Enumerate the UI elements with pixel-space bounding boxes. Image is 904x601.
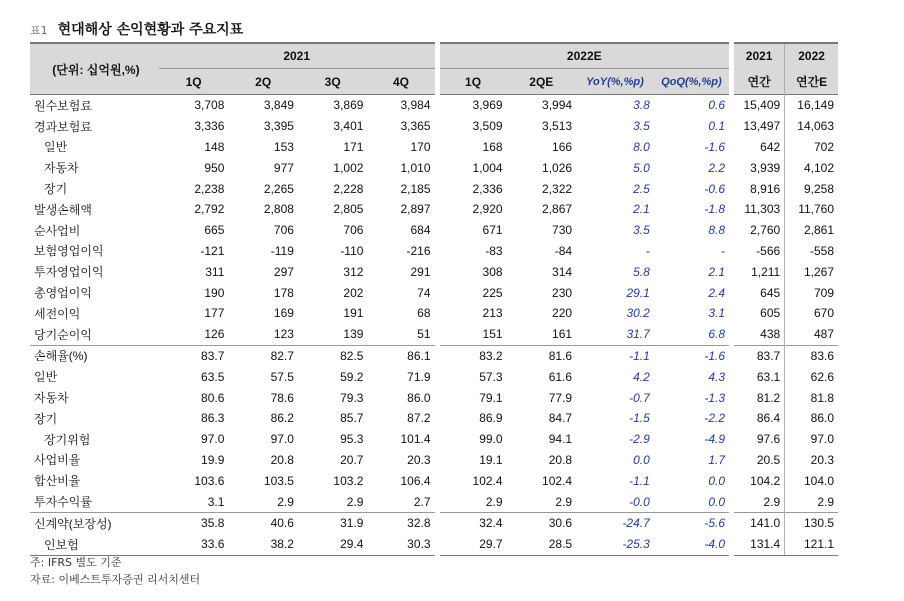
table-cell: 2,808 — [263, 202, 294, 217]
table-cell: 61.6 — [548, 369, 573, 384]
table-cell: 3,401 — [333, 119, 364, 134]
col-header: 3Q — [298, 69, 368, 95]
table-cell: 63.5 — [201, 369, 225, 384]
table-cell: 15,409 — [732, 95, 785, 116]
table-cell: 71.9 — [407, 369, 431, 384]
table-cell: 191 — [343, 306, 364, 321]
row-label: 장기 — [34, 411, 58, 426]
table-cell: -121 — [200, 243, 225, 258]
row-label: 경과보험료 — [34, 119, 92, 134]
table-row — [30, 324, 838, 345]
table-body — [30, 95, 838, 556]
row-label: 장기 — [44, 182, 68, 197]
table-cell: 312 — [343, 264, 364, 279]
table-cell: 86.2 — [270, 411, 294, 426]
table-cell: 103.2 — [333, 473, 364, 488]
table-cell: 3,336 — [194, 119, 225, 134]
table-cell: 32.4 — [437, 512, 507, 533]
year-2021-header: 2021 — [159, 43, 437, 69]
table-cell: 190 — [204, 285, 225, 300]
table-row — [30, 95, 838, 116]
table-cell: 1,010 — [400, 160, 431, 175]
table-cell: 103.5 — [263, 473, 294, 488]
table-cell: 3.1 — [207, 494, 225, 509]
table-cell: 2,185 — [400, 181, 431, 196]
table-cell: 99.0 — [437, 429, 507, 450]
row-label: 총영업이익 — [34, 286, 92, 301]
table-cell: 170 — [410, 139, 431, 154]
table-cell: 103.6 — [194, 473, 225, 488]
table-cell: 57.5 — [270, 369, 294, 384]
table-cell: 3,365 — [400, 119, 431, 134]
table-cell: 14,063 — [785, 116, 838, 137]
table-cell: 605 — [732, 303, 785, 324]
table-cell: 97.0 — [785, 429, 838, 450]
table-cell: 2,867 — [542, 202, 573, 217]
table-cell: 642 — [732, 137, 785, 158]
header-row-years — [30, 43, 838, 69]
table-cell: -4.0 — [654, 534, 732, 555]
table-cell: 20.3 — [407, 452, 431, 467]
qoq-header: QoQ(%,%p) — [654, 69, 732, 95]
table-cell: 33.6 — [159, 534, 229, 555]
table-cell: 30.2 — [626, 306, 650, 321]
col-header: 1Q — [159, 69, 229, 95]
table-cell: 5.0 — [633, 160, 650, 175]
table-row — [30, 345, 838, 366]
table-cell: -0.0 — [629, 494, 650, 509]
table-cell: 57.3 — [437, 366, 507, 387]
table-cell: 97.0 — [270, 432, 294, 447]
row-label: 발생손해액 — [34, 202, 92, 217]
table-row — [30, 261, 838, 282]
table-cell: -84 — [554, 243, 573, 258]
table-cell: 220 — [552, 306, 573, 321]
table-cell: 1,004 — [437, 157, 507, 178]
table-cell: 87.2 — [407, 411, 431, 426]
table-cell: 83.7 — [732, 345, 785, 366]
row-label: 세전이익 — [34, 306, 81, 321]
table-cell: 77.9 — [548, 390, 573, 405]
col-header: 2QE — [507, 69, 577, 95]
col-header: 4Q — [367, 69, 437, 95]
table-cell: 131.4 — [732, 534, 785, 555]
table-cell: - — [645, 243, 650, 258]
table-cell: 148 — [204, 139, 225, 154]
row-label: 순사업비 — [34, 223, 81, 238]
table-cell: 2.9 — [732, 491, 785, 512]
table-cell: 9,258 — [785, 178, 838, 199]
table-cell: 86.3 — [201, 411, 225, 426]
table-cell: -119 — [270, 243, 294, 258]
table-cell: 38.2 — [228, 534, 298, 555]
table-cell: 2.1 — [708, 264, 726, 279]
row-label: 원수보험료 — [34, 98, 92, 113]
table-cell: -1.1 — [629, 473, 650, 488]
table-cell: 83.2 — [437, 345, 507, 366]
table-row — [30, 282, 838, 303]
table-cell: 95.3 — [340, 432, 364, 447]
table-row — [30, 429, 838, 450]
table-cell: 1,002 — [333, 160, 364, 175]
table-cell: 2,861 — [785, 220, 838, 241]
table-cell: -1.6 — [704, 139, 726, 154]
table-row — [30, 303, 838, 324]
row-label: 인보험 — [30, 534, 159, 555]
table-cell: 166 — [552, 139, 573, 154]
table-cell: -83 — [437, 241, 507, 262]
table-cell: 2.5 — [633, 181, 650, 196]
annual-2021-year: 2021 — [732, 43, 785, 69]
table-cell: 308 — [437, 261, 507, 282]
table-cell: 161 — [552, 327, 573, 342]
table-cell: 141.0 — [732, 512, 785, 533]
table-cell: 29.1 — [626, 285, 650, 300]
table-cell: 3,869 — [333, 98, 364, 113]
table-cell: 3,513 — [542, 119, 573, 134]
table-cell: 3,939 — [732, 157, 785, 178]
table-cell: 168 — [437, 137, 507, 158]
table-row — [30, 512, 838, 533]
table-cell: 2,238 — [194, 181, 225, 196]
table-cell: 62.6 — [785, 366, 838, 387]
table-row — [30, 491, 838, 512]
table-cell: 2.2 — [708, 160, 726, 175]
table-cell: 83.6 — [785, 345, 838, 366]
table-cell: 0.6 — [708, 98, 726, 113]
table-cell: 670 — [785, 303, 838, 324]
col-header: 1Q — [437, 69, 507, 95]
table-cell: 3,509 — [437, 116, 507, 137]
table-cell: 104.0 — [785, 470, 838, 491]
table-cell: 177 — [204, 306, 225, 321]
table-cell: 171 — [343, 139, 364, 154]
table-cell: 2.9 — [437, 491, 507, 512]
table-cell: 80.6 — [201, 390, 225, 405]
table-cell: 297 — [273, 264, 294, 279]
table-cell: 139 — [343, 327, 364, 342]
table-cell: 123 — [273, 327, 294, 342]
table-cell: 151 — [437, 324, 507, 345]
table-row — [30, 116, 838, 137]
table-cell: 51 — [417, 327, 431, 342]
table-cell: 84.7 — [548, 411, 573, 426]
table-cell: 2.1 — [633, 202, 650, 217]
table-cell: 130.5 — [785, 512, 838, 533]
col-header: 2Q — [228, 69, 298, 95]
row-label: 당기순이익 — [34, 327, 92, 342]
table-cell: 78.6 — [270, 390, 294, 405]
annual-2022-year: 2022 — [785, 43, 838, 69]
row-label: 자동차 — [34, 391, 69, 406]
table-cell: 3,849 — [263, 98, 294, 113]
table-cell: 32.8 — [367, 512, 437, 533]
table-cell: 82.7 — [228, 345, 298, 366]
table-cell: 63.1 — [732, 366, 785, 387]
table-cell: 31.9 — [298, 512, 368, 533]
table-cell: -558 — [785, 241, 838, 262]
table-cell: 2,897 — [400, 202, 431, 217]
table-cell: 2,792 — [194, 202, 225, 217]
table-cell: 6.8 — [708, 327, 726, 342]
table-number: 표1 — [30, 24, 48, 37]
table-cell: 0.1 — [708, 119, 726, 134]
table-cell: 709 — [785, 282, 838, 303]
table-cell: 2,322 — [542, 181, 573, 196]
table-cell: 314 — [552, 264, 573, 279]
table-row — [30, 534, 838, 555]
table-cell: 950 — [204, 160, 225, 175]
table-cell: 86.4 — [732, 408, 785, 429]
table-row — [30, 241, 838, 262]
table-cell: 86.0 — [407, 390, 431, 405]
table-cell: 438 — [732, 324, 785, 345]
year-2022e-header: 2022E — [437, 43, 732, 69]
row-label: 손해율(%) — [30, 345, 159, 366]
table-cell: 29.7 — [437, 534, 507, 555]
table-cell: 2.9 — [346, 494, 364, 509]
table-row — [30, 408, 838, 429]
table-cell: 291 — [410, 264, 431, 279]
table-cell: -25.3 — [576, 534, 654, 555]
table-row — [30, 450, 838, 471]
table-cell: 29.4 — [298, 534, 368, 555]
row-label: 신계약(보장성) — [30, 512, 159, 533]
table-cell: 3,969 — [437, 95, 507, 116]
table-cell: 59.2 — [340, 369, 364, 384]
row-label: 투자수익률 — [34, 495, 92, 510]
table-cell: 2.4 — [708, 285, 726, 300]
table-cell: 2.9 — [555, 494, 573, 509]
table-row — [30, 157, 838, 178]
table-cell: 4.3 — [708, 369, 726, 384]
table-cell: -216 — [406, 243, 431, 258]
table-cell: 20.7 — [340, 452, 364, 467]
table-cell: 3.5 — [633, 223, 650, 238]
table-cell: 311 — [205, 264, 225, 279]
yoy-header: YoY(%,%p) — [576, 69, 654, 95]
row-label: 합산비율 — [34, 474, 81, 489]
footnote-basis: 주: IFRS 별도 기준 — [30, 556, 122, 569]
table-cell: 68 — [417, 306, 431, 321]
table-cell: 74 — [417, 285, 431, 300]
table-cell: 126 — [204, 327, 225, 342]
table-cell: 2,760 — [732, 220, 785, 241]
table-title — [30, 19, 243, 39]
table-cell: 86.1 — [367, 345, 437, 366]
table-cell: 81.6 — [507, 345, 577, 366]
table-cell: -1.5 — [629, 411, 650, 426]
table-cell: 3,984 — [400, 98, 431, 113]
table-cell: 86.9 — [437, 408, 507, 429]
table-row — [30, 199, 838, 220]
table-cell: 31.7 — [626, 327, 650, 342]
table-row — [30, 366, 838, 387]
table-row — [30, 220, 838, 241]
table-cell: 8,916 — [732, 178, 785, 199]
table-cell: 8.0 — [633, 139, 650, 154]
table-cell: 104.2 — [732, 470, 785, 491]
table-cell: 0.0 — [708, 473, 726, 488]
unit-header: (단위: 십억원,%) — [30, 43, 159, 95]
table-cell: 30.3 — [367, 534, 437, 555]
table-cell: 1,267 — [785, 261, 838, 282]
table-cell: 81.2 — [732, 387, 785, 408]
table-cell: -1.6 — [654, 345, 732, 366]
table-cell: 3.8 — [633, 98, 650, 113]
row-label: 일반 — [34, 370, 58, 385]
annual-2022-label: 연간E — [785, 69, 838, 95]
table-cell: 230 — [552, 285, 573, 300]
table-cell: 4,102 — [785, 157, 838, 178]
row-label: 보험영업이익 — [34, 244, 104, 259]
table-cell: 16,149 — [785, 95, 838, 116]
table-cell: 82.5 — [298, 345, 368, 366]
table-cell: 11,760 — [785, 199, 838, 220]
table-cell: 11,303 — [732, 199, 785, 220]
table-cell: 8.8 — [708, 223, 726, 238]
table-cell: 102.4 — [437, 470, 507, 491]
table-cell: 94.1 — [548, 432, 573, 447]
table-cell: 1.7 — [708, 452, 726, 467]
table-cell: 28.5 — [507, 534, 577, 555]
table-cell: 730 — [552, 223, 573, 238]
table-cell: -1.8 — [704, 202, 726, 217]
table-row — [30, 137, 838, 158]
table-cell: 13,497 — [732, 116, 785, 137]
table-cell: 169 — [273, 306, 294, 321]
table-cell: 1,026 — [542, 160, 573, 175]
row-label: 자동차 — [44, 161, 79, 176]
table-cell: 102.4 — [542, 473, 573, 488]
table-cell: 702 — [785, 137, 838, 158]
table-cell: -2.9 — [629, 432, 650, 447]
table-cell: 20.8 — [270, 452, 294, 467]
table-cell: 86.0 — [785, 408, 838, 429]
table-cell: -4.9 — [704, 432, 726, 447]
table-cell: 2,336 — [437, 178, 507, 199]
table-cell: 2.7 — [413, 494, 431, 509]
table-cell: 3.1 — [708, 306, 726, 321]
table-cell: 20.5 — [732, 450, 785, 471]
table-cell: -566 — [732, 241, 785, 262]
table-cell: 3,994 — [542, 98, 573, 113]
table-cell: 0.0 — [633, 452, 650, 467]
table-cell: 20.8 — [548, 452, 573, 467]
row-label: 투자영업이익 — [34, 265, 104, 280]
table-cell: 4.2 — [633, 369, 650, 384]
income-table — [30, 42, 838, 556]
table-cell: - — [721, 243, 726, 258]
table-cell: 2,265 — [263, 181, 294, 196]
footnotes — [30, 554, 200, 588]
table-cell: 79.3 — [340, 390, 364, 405]
table-cell: 40.6 — [228, 512, 298, 533]
table-cell: 706 — [343, 223, 364, 238]
table-cell: -24.7 — [576, 512, 654, 533]
table-cell: 20.3 — [785, 450, 838, 471]
table-cell: 30.6 — [507, 512, 577, 533]
row-label: 일반 — [44, 140, 68, 155]
table-cell: 19.9 — [201, 452, 225, 467]
table-cell: 2,228 — [333, 181, 364, 196]
table-cell: 3.5 — [633, 119, 650, 134]
table-cell: 101.4 — [400, 432, 431, 447]
table-title-text: 현대해상 손익현황과 주요지표 — [57, 22, 244, 38]
table-row — [30, 470, 838, 491]
table-cell: 2,805 — [333, 202, 364, 217]
table-cell: 645 — [732, 282, 785, 303]
table-cell: -110 — [340, 243, 364, 258]
table-cell: 706 — [273, 223, 294, 238]
table-cell: 684 — [410, 223, 431, 238]
table-cell: 97.6 — [732, 429, 785, 450]
table-cell: 121.1 — [785, 534, 838, 555]
table-cell: -2.2 — [704, 411, 726, 426]
table-cell: 97.0 — [201, 432, 225, 447]
table-cell: 5.8 — [633, 264, 650, 279]
table-cell: 665 — [204, 223, 225, 238]
table-cell: 671 — [437, 220, 507, 241]
row-label: 장기위험 — [44, 432, 91, 447]
table-cell: 1,211 — [732, 261, 785, 282]
table-row — [30, 387, 838, 408]
table-cell: 106.4 — [400, 473, 431, 488]
table-cell: 202 — [343, 285, 364, 300]
table-cell: 977 — [273, 160, 294, 175]
table-cell: 2,920 — [437, 199, 507, 220]
table-cell: 487 — [785, 324, 838, 345]
table-cell: 178 — [273, 285, 294, 300]
table-cell: 19.1 — [437, 450, 507, 471]
table-cell: -0.6 — [704, 181, 726, 196]
table-cell: -0.7 — [629, 390, 650, 405]
table-cell: 0.0 — [708, 494, 726, 509]
table-cell: -1.3 — [704, 390, 726, 405]
table-cell: -5.6 — [654, 512, 732, 533]
table-cell: 79.1 — [437, 387, 507, 408]
table-cell: 35.8 — [159, 512, 229, 533]
table-cell: 2.9 — [785, 491, 838, 512]
table-cell: 2.9 — [277, 494, 294, 509]
row-label: 사업비율 — [34, 453, 81, 468]
table-row — [30, 178, 838, 199]
table-cell: 3,395 — [263, 119, 294, 134]
table-cell: 213 — [437, 303, 507, 324]
table-cell: 85.7 — [340, 411, 364, 426]
table-cell: 81.8 — [785, 387, 838, 408]
table-cell: 225 — [437, 282, 507, 303]
annual-2021-label: 연간 — [732, 69, 785, 95]
table-cell: 153 — [273, 139, 294, 154]
table-cell: 83.7 — [159, 345, 229, 366]
table-cell: 3,708 — [194, 98, 225, 113]
table-cell: -1.1 — [576, 345, 654, 366]
footnote-source: 자료: 이베스트투자증권 리서치센터 — [30, 573, 201, 586]
